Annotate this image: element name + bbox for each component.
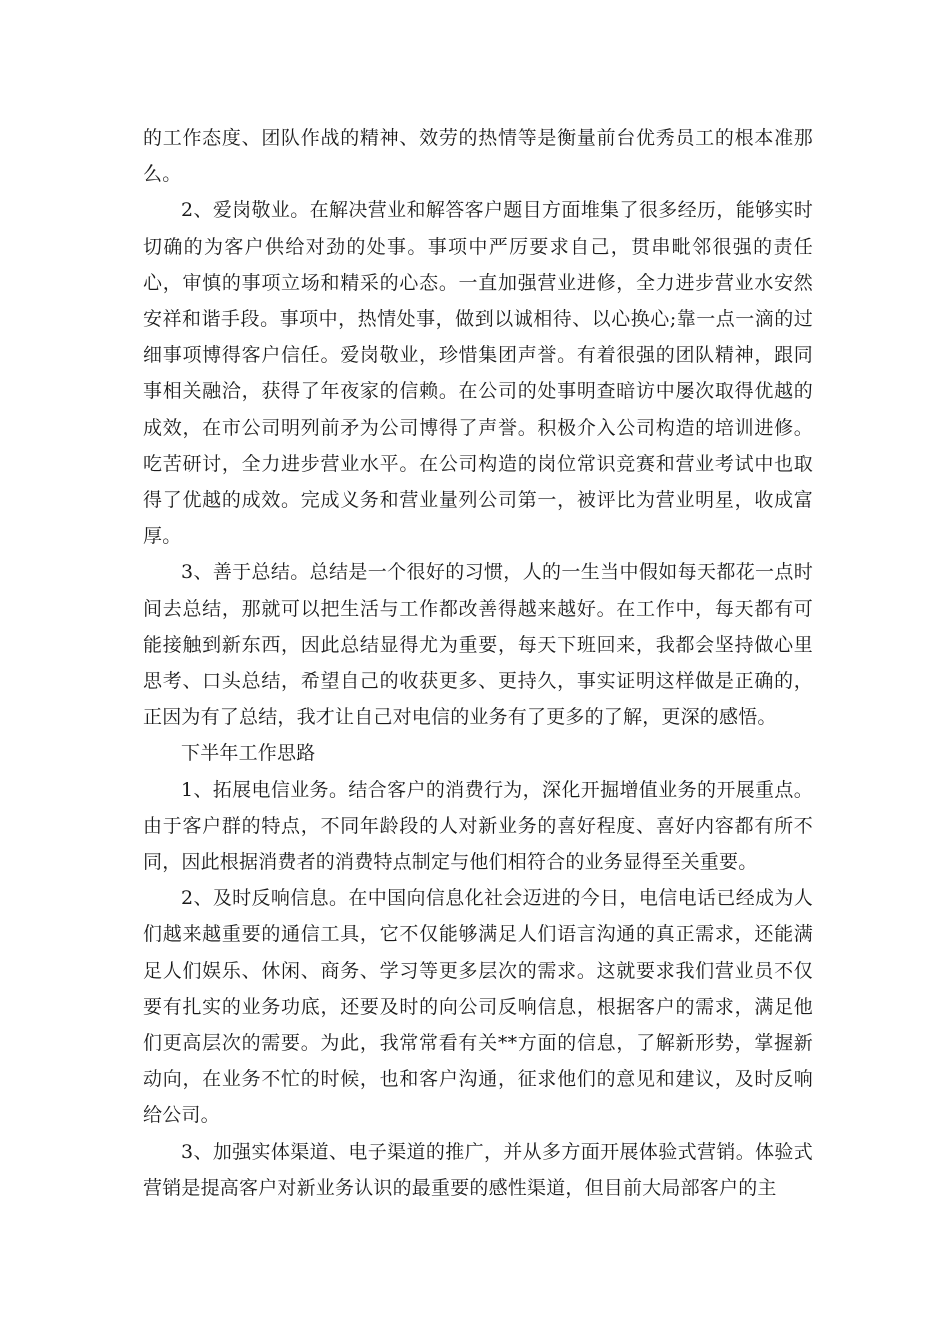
paragraph-continued: 的工作态度、团队作战的精神、效劳的热情等是衡量前台优秀员工的根本准那么。 [143, 127, 813, 186]
document-page [143, 120, 813, 1206]
paragraph-feedback: 2、及时反响信息。在中国向信息化社会迈进的今日，电信电话已经成为人们越来越重要的通信工具，它不仅能够满足人们语言沟通的真正需求，还能满足人们娱乐、休闲、商务、学习等更多层次的需求。这就要求我们营业员不仅要有扎实的业务功底，还要及时的向公司反响信息，根据客户的需求，满足他们更高层次的需要。为此，我常常看有关**方面的信息，了解新形势，掌握新动向，在业务不忙的时候，也和客户沟通，征求他们的意见和建议，及时反响给公司。 [143, 887, 813, 1127]
paragraph-dedication: 2、爱岗敬业。在解决营业和解答客户题目方面堆集了很多经历，能够实时切确的为客户供给对劲的处事。事项中严厉要求自己，贯串毗邻很强的责任心，审慎的事项立场和精采的心态。一直加强营业进修，全力进步营业水安然安祥和谐手段。事项中，热情处事，做到以诚相待、以心换心;靠一点一滴的过细事项博得客户信任。爱岗敬业，珍惜集团声誉。有着很强的团队精神，跟同事相关融洽，获得了年夜家的信赖。在公司的处事明查暗访中屡次取得优越的成效，在市公司明列前矛为公司博得了声誉。积极介入公司构造的培训进修。吃苦研讨，全力进步营业水平。在公司构造的岗位常识竞赛和营业考试中也取得了优越的成效。完成义务和营业量列公司第一，被评比为营业明星，收成富厚。 [143, 199, 813, 548]
paragraph-channels: 3、加强实体渠道、电子渠道的推广，并从多方面开展体验式营销。体验式营销是提高客户对新业务认识的最重要的感性渠道，但目前大局部客户的主 [143, 1140, 813, 1199]
paragraph-expand-business: 1、拓展电信业务。结合客户的消费行为，深化开掘增值业务的开展重点。由于客户群的特点，不同年龄段的人对新业务的喜好程度、喜好内容都有所不同，因此根据消费者的消费特点制定与他们相符合的业务显得至关重要。 [143, 778, 813, 874]
paragraph-summarize: 3、善于总结。总结是一个很好的习惯，人的一生当中假如每天都花一点时间去总结，那就可以把生活与工作都改善得越来越好。在工作中，每天都有可能接触到新东西，因此总结显得尤为重要，每天下班回来，我都会坚持做心里思考、口头总结，希望自己的收获更多、更持久，事实证明这样做是正确的，正因为有了总结，我才让自己对电信的业务有了更多的了解，更深的感悟。 [143, 561, 813, 729]
section-heading: 下半年工作思路 [181, 742, 316, 765]
